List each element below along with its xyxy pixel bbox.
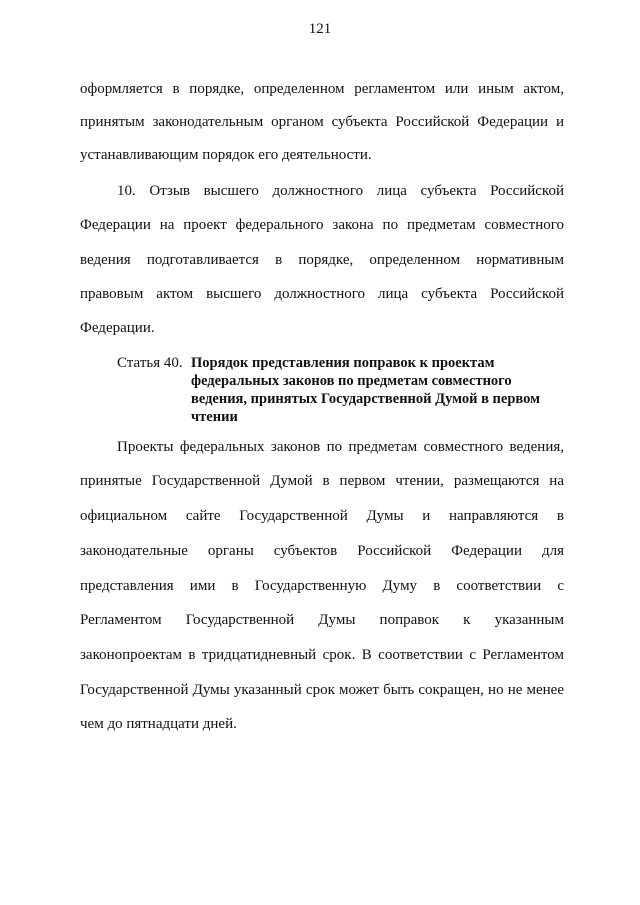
paragraph-2-line: ведения подготавливается в порядке, определенном нормативным: [80, 252, 564, 268]
article-title-line: чтении: [191, 409, 238, 425]
article-title-line: Порядок представления поправок к проектам: [191, 355, 495, 371]
page-number: 121: [308, 21, 332, 37]
paragraph-3-line: законодательные органы субъектов Российской Федерации для: [80, 543, 564, 559]
paragraph-3-line: Регламентом Государственной Думы поправок к указанным: [80, 612, 564, 628]
paragraph-1-line: оформляется в порядке, определенном регламентом или иным актом,: [80, 81, 564, 97]
paragraph-2-line: правовым актом высшего должностного лица субъекта Российской: [80, 286, 564, 302]
article-title-line: федеральных законов по предметам совместного: [191, 373, 512, 389]
paragraph-3-line: представления ими в Государственную Думу в соответствии с: [80, 578, 564, 594]
article-label: Статья 40.: [117, 355, 183, 371]
paragraph-1-line: устанавливающим порядок его деятельности.: [80, 147, 372, 163]
article-title-line: ведения, принятых Государственной Думой в первом: [191, 391, 540, 407]
paragraph-3-line: чем до пятнадцати дней.: [80, 716, 237, 732]
paragraph-3-line: Проекты федеральных законов по предметам совместного ведения,: [117, 439, 564, 455]
paragraph-3-line: принятые Государственной Думой в первом чтении, размещаются на: [80, 473, 564, 489]
paragraph-2-line: Федерации.: [80, 320, 155, 336]
paragraph-3-line: официальном сайте Государственной Думы и направляются в: [80, 508, 564, 524]
paragraph-2-line: 10. Отзыв высшего должностного лица субъекта Российской: [117, 183, 564, 199]
paragraph-1-line: принятым законодательным органом субъекта Российской Федерации и: [80, 114, 564, 130]
paragraph-2-line: Федерации на проект федерального закона по предметам совместного: [80, 217, 564, 233]
paragraph-3-line: законопроектам в тридцатидневный срок. В соответствии с Регламентом: [80, 647, 564, 663]
paragraph-3-line: Государственной Думы указанный срок может быть сокращен, но не менее: [80, 682, 564, 698]
